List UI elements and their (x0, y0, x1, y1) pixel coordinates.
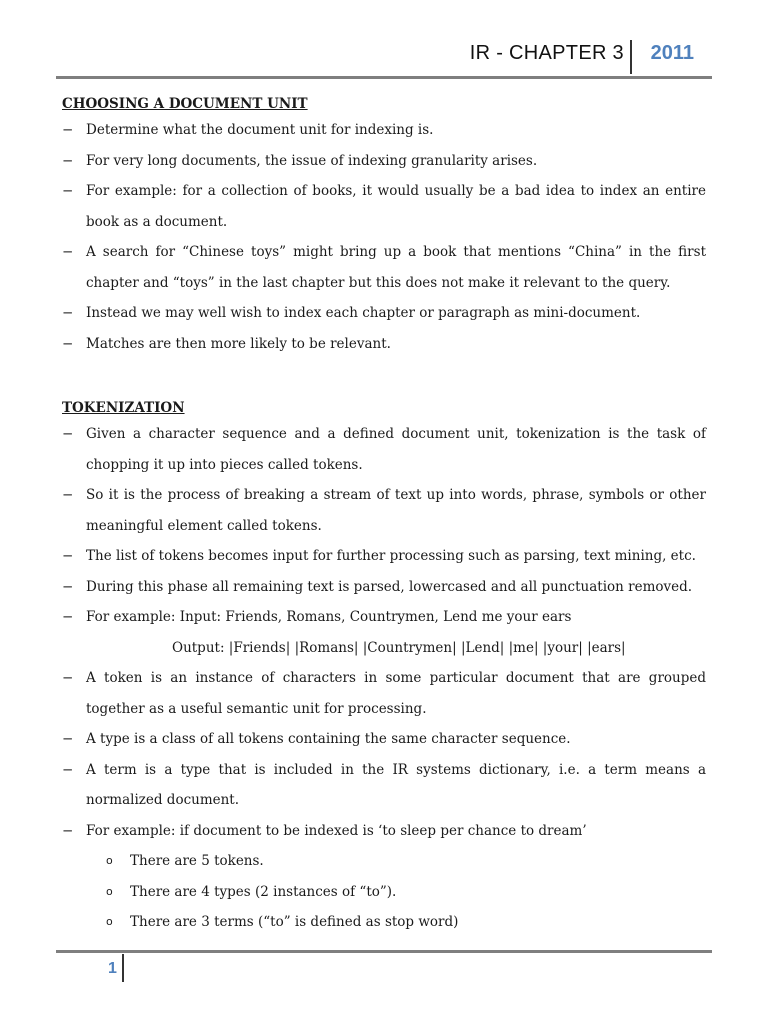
list-item-text: A type is a class of all tokens containing the same character sequence. (86, 731, 571, 747)
circle-bullet-icon: o (106, 884, 113, 898)
dash-bullet: − (62, 670, 74, 686)
list-item (62, 663, 706, 724)
list-item-text: Instead we may well wish to index each chapter or paragraph as mini-document. (86, 305, 641, 321)
page-number: 1 (108, 960, 117, 977)
header-year: 2011 (650, 42, 694, 64)
list-item (62, 724, 706, 755)
list-item (62, 419, 706, 480)
sub-list-item-text: There are 5 tokens. (130, 853, 264, 869)
sub-list-item-text: There are 3 terms (“to” is defined as stop word) (130, 914, 459, 930)
dash-bullet: − (62, 335, 74, 352)
dash-bullet: − (62, 305, 74, 321)
dash-bullet: − (62, 122, 74, 138)
circle-bullet-icon: o (106, 854, 113, 867)
dash-bullet: − (62, 183, 74, 199)
list-item (62, 176, 706, 237)
dash-bullet: − (62, 578, 74, 595)
list-item (62, 146, 706, 177)
list-item-text: Given a character sequence and a defined document unit, tokenization is the task of chopping it up into pieces called tokens. (86, 426, 706, 473)
section-title-document-unit: CHOOSING A DOCUMENT UNIT (62, 96, 308, 112)
list-item (62, 480, 706, 541)
dash-bullet: − (62, 487, 74, 503)
header-divider (630, 40, 632, 74)
section-spacer (62, 359, 706, 398)
example-output-line: Output: |Friends| |Romans| |Countrymen| |Lend| |me| |your| |ears| (172, 639, 626, 656)
list-item (62, 115, 706, 146)
dash-bullet: − (62, 609, 74, 625)
footer-divider (122, 954, 124, 982)
list-item (62, 541, 706, 572)
sub-list-item-text: There are 4 types (2 instances of “to”). (130, 883, 397, 900)
footer-rule (56, 950, 712, 953)
page-header (56, 36, 712, 76)
dash-bullet: − (62, 731, 74, 747)
list-item-text: During this phase all remaining text is parsed, lowercased and all punctuation removed. (86, 578, 693, 595)
dash-bullet: − (62, 244, 74, 260)
dash-bullet: − (62, 761, 74, 778)
sub-list-item (62, 846, 706, 877)
circle-bullet-icon: o (106, 915, 113, 928)
list-item (62, 572, 706, 603)
list-item-text: The list of tokens becomes input for further processing such as parsing, text mining, etc. (86, 548, 696, 564)
document-body (62, 94, 706, 938)
list-item-text: For example: for a collection of books, it would usually be a bad idea to index an entire book as a document. (86, 183, 706, 230)
list-item (62, 329, 706, 360)
section-title-tokenization: TOKENIZATION (62, 400, 185, 416)
sub-list-item (62, 877, 706, 908)
list-item-text: A term is a type that is included in the IR systems dictionary, i.e. a term means a normalized document. (86, 761, 706, 808)
list-item (62, 298, 706, 329)
list-item-text: Determine what the document unit for indexing is. (86, 122, 434, 138)
list-item (62, 237, 706, 298)
list-item-text: For very long documents, the issue of indexing granularity arises. (86, 152, 538, 169)
list-item-text: So it is the process of breaking a stream of text up into words, phrase, symbols or other meaningful element called tokens. (86, 487, 706, 534)
list-item-text: For example: Input: Friends, Romans, Countrymen, Lend me your ears (86, 609, 572, 625)
list-item-text: Matches are then more likely to be relevant. (86, 335, 391, 352)
dash-bullet: − (62, 822, 74, 839)
dash-bullet: − (62, 548, 74, 564)
list-item-text: For example: if document to be indexed is ‘to sleep per chance to dream’ (86, 822, 587, 839)
list-item (62, 816, 706, 847)
header-rule (56, 76, 712, 79)
dash-bullet: − (62, 152, 74, 169)
header-chapter-title: IR - CHAPTER 3 (469, 42, 624, 64)
list-item-text: A search for “Chinese toys” might bring up a book that mentions “China” in the first chapter and “toys” in the last chapter but this does not make it relevant to the query. (86, 244, 706, 291)
sub-list-item (62, 907, 706, 938)
list-item (62, 602, 706, 633)
page-footer (56, 946, 712, 986)
list-item (62, 755, 706, 816)
dash-bullet: − (62, 426, 74, 442)
list-item-text: A token is an instance of characters in some particular document that are grouped together as a useful semantic unit for processing. (86, 670, 706, 717)
